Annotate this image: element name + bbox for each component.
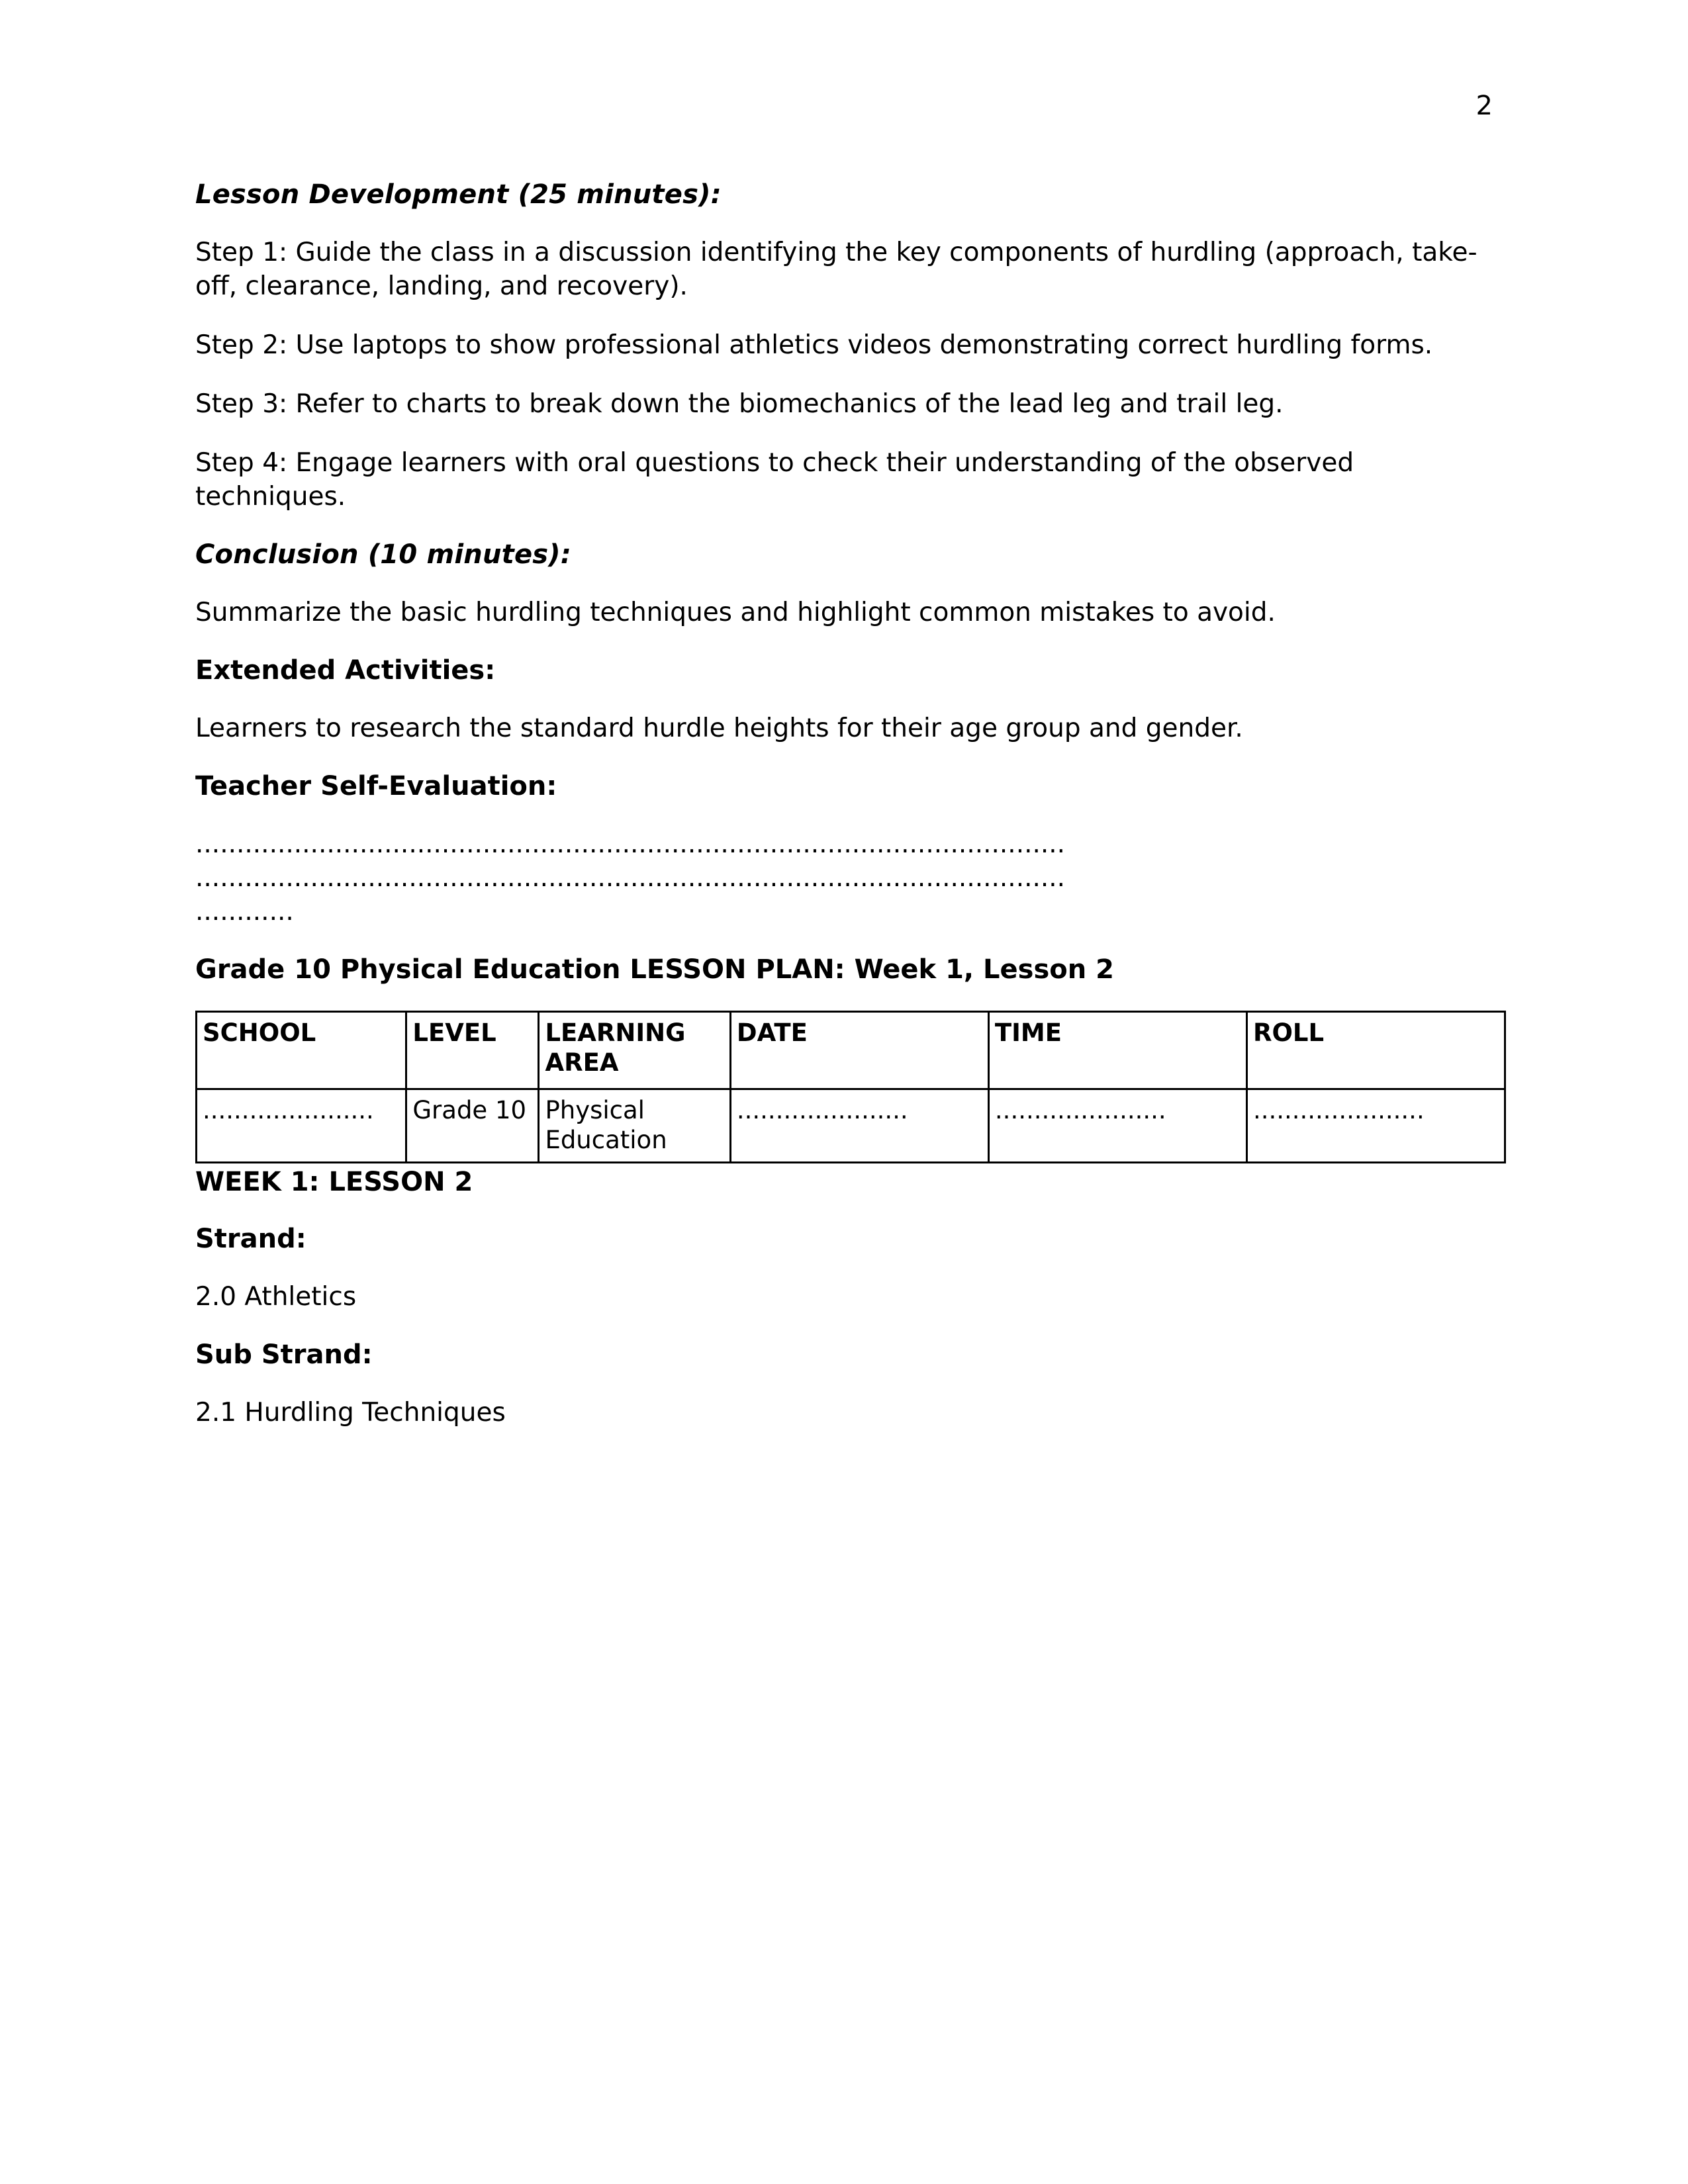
- sub-strand-heading: Sub Strand:: [195, 1340, 373, 1370]
- document-content: [195, 179, 1493, 1455]
- table-header-row: [197, 1012, 1505, 1089]
- table-cell-school[interactable]: ......................: [197, 1089, 406, 1163]
- table-header-time: TIME: [988, 1012, 1246, 1089]
- table-header-school: SCHOOL: [197, 1012, 406, 1089]
- lesson-development-heading: Lesson Development (25 minutes):: [195, 179, 722, 210]
- table-cell-time[interactable]: ......................: [988, 1089, 1246, 1163]
- table-cell-level[interactable]: Grade 10: [406, 1089, 539, 1163]
- strand-heading: Strand:: [195, 1224, 306, 1254]
- table-header-roll: ROLL: [1246, 1012, 1505, 1089]
- lesson-development-step-1: Step 1: Guide the class in a discussion identifying the key components of hurdling (approach, take-off, clearance, landing, and recovery).: [195, 238, 1477, 301]
- table-cell-roll[interactable]: ......................: [1246, 1089, 1505, 1163]
- lesson-plan-heading: Grade 10 Physical Education LESSON PLAN: Week 1, Lesson 2: [195, 954, 1114, 985]
- dotted-line-2: ..........................................................................................................: [195, 863, 1066, 893]
- lesson-development-step-4: Step 4: Engage learners with oral questions to check their understanding of the observed techniques.: [195, 448, 1354, 512]
- page-number: 2: [1476, 91, 1493, 121]
- dotted-line-1: ..........................................................................................................: [195, 829, 1066, 859]
- strand-value: 2.0 Athletics: [195, 1282, 357, 1312]
- table-header-learning-area-line1: LEARNING: [545, 1019, 686, 1047]
- teacher-self-evaluation-blank-lines: [195, 827, 1493, 929]
- teacher-self-evaluation-heading: Teacher Self-Evaluation:: [195, 771, 557, 801]
- table-header-date: DATE: [730, 1012, 988, 1089]
- lesson-development-step-2: Step 2: Use laptops to show professional athletics videos demonstrating correct hurdling forms.: [195, 330, 1433, 360]
- lesson-plan-table: [195, 1011, 1506, 1163]
- table-row: [197, 1089, 1505, 1163]
- table-cell-date[interactable]: ......................: [730, 1089, 988, 1163]
- week-lesson-title: WEEK 1: LESSON 2: [195, 1167, 473, 1197]
- sub-strand-value: 2.1 Hurdling Techniques: [195, 1398, 506, 1428]
- table-header-level: LEVEL: [406, 1012, 539, 1089]
- conclusion-heading: Conclusion (10 minutes):: [195, 539, 571, 570]
- table-header-learning-area-line2: AREA: [545, 1048, 619, 1077]
- extended-activities-heading: Extended Activities:: [195, 655, 496, 686]
- dotted-line-3: ............: [195, 897, 294, 927]
- lesson-development-step-3: Step 3: Refer to charts to break down the biomechanics of the lead leg and trail leg.: [195, 389, 1284, 419]
- conclusion-body: Summarize the basic hurdling techniques and highlight common mistakes to avoid.: [195, 598, 1276, 627]
- extended-activities-body: Learners to research the standard hurdle heights for their age group and gender.: [195, 713, 1243, 743]
- table-header-learning-area: [539, 1012, 730, 1089]
- table-cell-learning-area[interactable]: Physical Education: [539, 1089, 730, 1163]
